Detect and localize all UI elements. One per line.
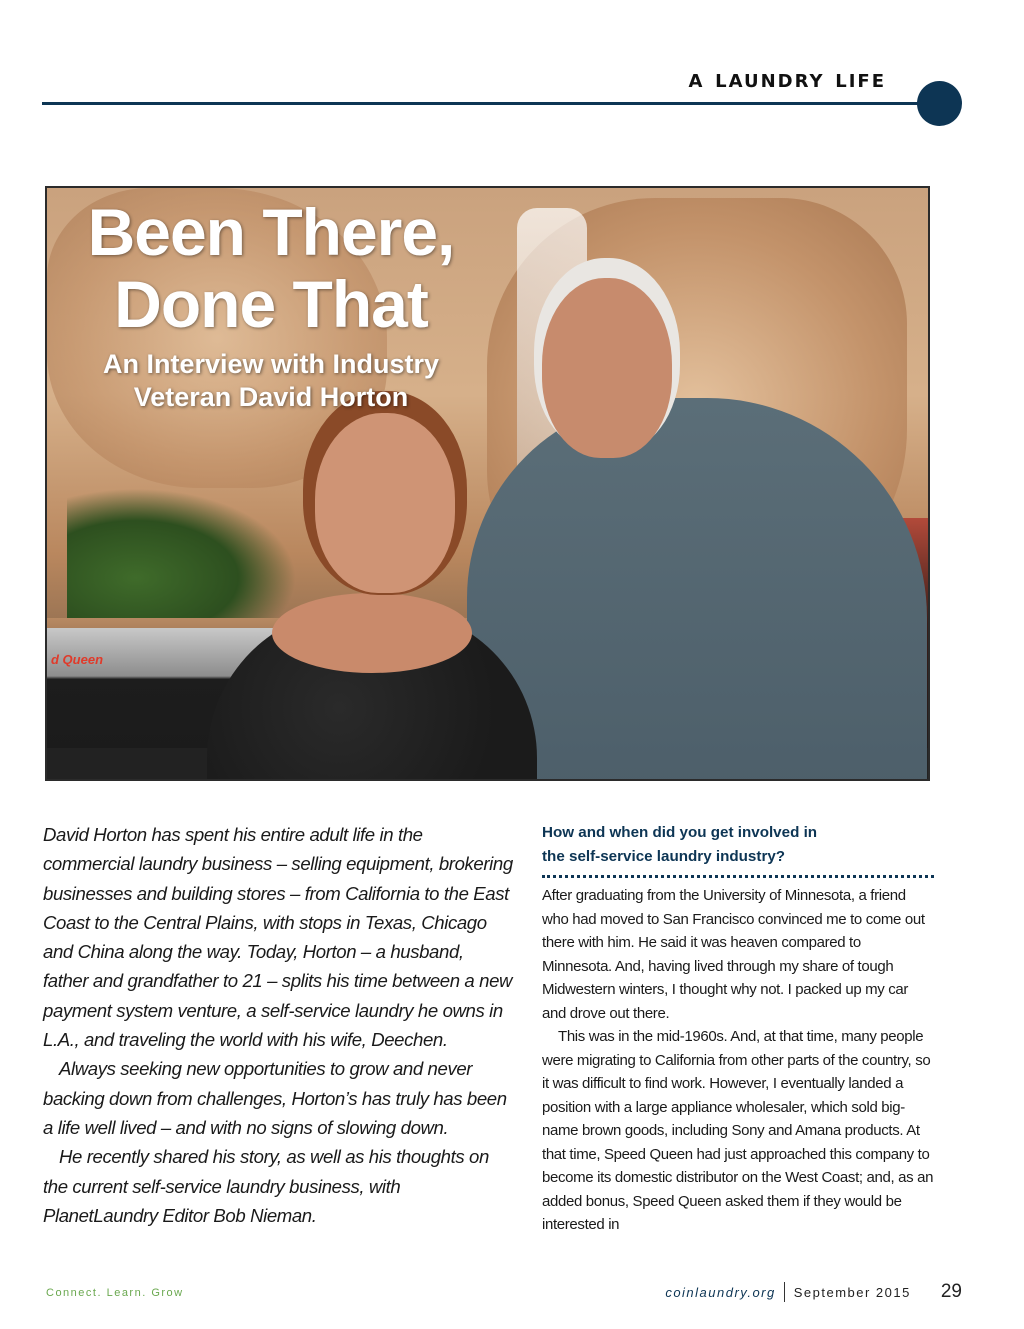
article-subtitle: An Interview with Industry Veteran David Horton xyxy=(102,349,440,412)
hero-photo xyxy=(45,186,930,781)
interview-column xyxy=(542,821,934,1237)
footer-divider xyxy=(784,1282,785,1302)
answer-paragraph: After graduating from the University of Minnesota, a friend who had moved to San Francisco convinced me to come out there with him. He said it was heaven compared to Minnesota. And, having lived through my share of tough Midwestern winters, I thought why not. I packed up my car and drove out there. xyxy=(542,887,925,1022)
fern-plant-left xyxy=(67,488,297,638)
footer xyxy=(665,1281,962,1303)
intro-paragraph: He recently shared his story, as well as his thoughts on the current self-service laundry business, with PlanetLaundry Editor Bob Nieman. xyxy=(43,1146,489,1226)
section-header xyxy=(0,0,1024,140)
footer-tagline: Connect. Learn. Grow xyxy=(46,1287,184,1299)
intro-text xyxy=(43,820,513,1230)
header-rule xyxy=(42,102,942,105)
intro-paragraph: Always seeking new opportunities to grow and never backing down from challenges, Horton’s has truly has been a life well lived – and with no signs of slowing down. xyxy=(43,1058,507,1138)
footer-site-link[interactable]: coinlaundry.org xyxy=(665,1284,776,1300)
woman-head xyxy=(315,413,455,593)
intro-paragraph: David Horton has spent his entire adult life in the commercial laundry business – selling equipment, brokering businesses and building stores – from California to the East Coast to the Central Plains, with stops in Texas, Chicago and China along the way. Today, Horton – a husband, father and grandfather to 21 – splits his time between a new payment system venture, a self-service laundry he owns in L.A., and traveling the world with his wife, Deechen. xyxy=(43,824,513,1051)
page-number: 29 xyxy=(940,1281,962,1302)
machine-brand-label: d Queen xyxy=(51,652,104,667)
article-title: Been There, Done That xyxy=(87,195,455,341)
interview-question: How and when did you get involved in the self-service laundry industry? xyxy=(542,821,934,878)
answer-paragraph: This was in the mid-1960s. And, at that time, many people were migrating to California from other parts of the country, so it was difficult to find work. However, I eventually landed a position with a large appliance wholesaler, which sold big-name brown goods, including Sony and Amana products. At that time, Speed Queen had just approached this company to become its domestic distributor on the West Coast; and, as an added bonus, Speed Queen asked them if they would be interested in xyxy=(542,1028,934,1233)
footer-date: September 2015 xyxy=(793,1284,911,1300)
interview-answer xyxy=(542,884,934,1237)
woman-shoulders xyxy=(272,593,472,673)
man-head xyxy=(542,278,672,458)
section-title: a laundry life xyxy=(688,64,886,93)
header-dot xyxy=(917,81,962,126)
